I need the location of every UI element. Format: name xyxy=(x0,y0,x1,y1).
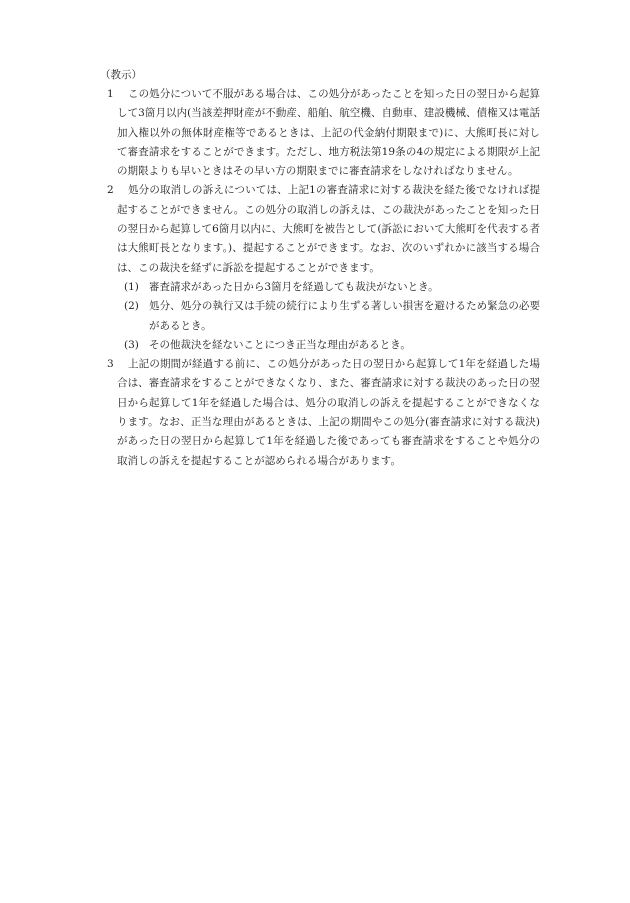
item-text: 上記の期間が経過する前に、この処分があった日の翌日から起算して1年を経過した場合は、審査請求をすることができなくなり、また、審査請求に対する裁決のあった日の翌日から起算して1年を経過した場合は、処分の取消しの訴えを提起することができなくなります。なお、正当な理由があるときは、上記の期間やこの処分(審査請求に対する裁決)があった日の翌日から起算して1年を経過した後であっても審査請求をすることや処分の取消しの訴えを提起することが認められる場合があります。 xyxy=(117,358,540,467)
subitem-text: その他裁決を経ないことにつき正当な理由があるとき。 xyxy=(149,338,411,351)
notice-subitem-1 xyxy=(100,278,540,297)
subitem-number: (2) xyxy=(124,300,139,313)
item-number: 2 xyxy=(107,184,114,197)
subitem-text: 審査請求があった日から3箇月を経過しても裁決がないとき。 xyxy=(149,280,439,293)
item-number: 1 xyxy=(107,88,114,100)
item-text: 処分の取消しの訴えについては、上記1の審査請求に対する裁決を経た後でなければ提起することができません。この処分の取消しの訴えは、この裁決があったことを知った日の翌日から起算して6箇月以内に、大熊町を被告として(訴訟において大熊町を代表する者は大熊町長となります。)、提起することができます。なお、次のいずれかに該当する場合は、この裁決を経ずに訴訟を提起することができます。 xyxy=(117,184,540,274)
item-text: この処分について不服がある場合は、この処分があったことを知った日の翌日から起算して3箇月以内(当該差押財産が不動産、船舶、航空機、自動車、建設機械、債権又は電話加入権以外の無体財産権等であるときは、上記の代金納付期限まで)に、大熊町長に対して審査請求をすることができます。ただし、地方税法第19条の4の規定による期限が上記の期限よりも早いときはその早い方の期限までに審査請求をしなければなりません。 xyxy=(117,88,540,178)
notice-heading: （教示） xyxy=(100,69,142,81)
notice-item-3 xyxy=(100,355,540,471)
notice-item-1 xyxy=(100,85,540,181)
subitem-text: 処分、処分の執行又は手続の続行により生ずる著しい損害を避けるため緊急の必要があるとき。 xyxy=(149,300,540,332)
notice-item-2 xyxy=(100,181,540,277)
item-number: 3 xyxy=(107,358,114,371)
notice-subitem-3 xyxy=(100,336,540,355)
subitem-number: (1) xyxy=(124,280,139,293)
instruction-notice xyxy=(100,66,540,471)
notice-subitem-2 xyxy=(100,297,540,336)
subitem-number: (3) xyxy=(124,338,139,351)
